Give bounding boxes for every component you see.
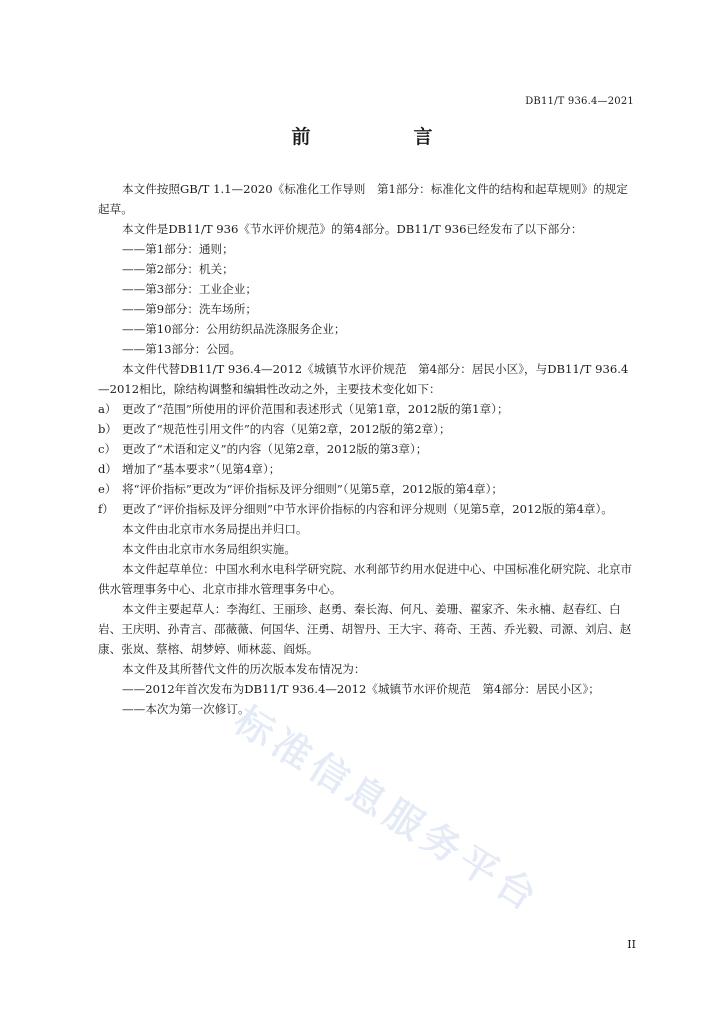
paragraph-drafting-units: 本文件起草单位：中国水利水电科学研究院、水利部节约用水促进中心、中国标准化研究院、北京市供水管理事务中心、北京市排水管理事务中心。 [98, 562, 633, 596]
list-item: ——第3部分：工业企业； [122, 282, 257, 296]
paragraph-proposer: 本文件由北京市水务局提出并归口。 [122, 522, 308, 536]
changes-list [98, 399, 638, 519]
history-list [98, 679, 638, 719]
list-item [98, 439, 638, 459]
list-item: ——第10部分：公用纺织品洗涤服务企业； [122, 322, 346, 336]
list-item-text: 更改了“评价指标及评分细则”中节水评价指标的内容和评分规则（见第5章，2012版的第4章）。 [122, 502, 613, 516]
list-marker: b） [98, 422, 118, 436]
list-item-text: 更改了“术语和定义”的内容（见第2章，2012版的第3章）； [122, 442, 428, 456]
document-body [98, 179, 638, 719]
list-item-text: 增加了“基本要求”（见第4章）； [122, 462, 281, 476]
list-item [98, 479, 638, 499]
list-item-text: 将“评价指标”更改为“评价指标及评分细则”（见第5章，2012版的第4章）； [122, 482, 503, 496]
list-item: ——第2部分：机关； [122, 262, 234, 276]
list-item-text: 更改了“规范性引用文件”的内容（见第2章，2012版的第2章）； [122, 422, 451, 436]
paragraph-implementer: 本文件由北京市水务局组织实施。 [122, 542, 296, 556]
page-title: 前 言 [291, 126, 475, 148]
list-item: ——2012年首次发布为DB11/T 936.4—2012《城镇节水评价规范 第4部分：居民小区》； [122, 682, 600, 696]
list-marker: c） [98, 442, 117, 456]
list-item [98, 419, 638, 439]
paragraph-drafters: 本文件主要起草人：李海红、王丽珍、赵勇、秦长海、何凡、姜珊、翟家齐、朱永楠、赵春红、白岩、王庆明、孙青言、邵薇薇、何国华、汪勇、胡智丹、王大宇、蒋奇、王茜、乔光毅、司源、刘启、赵康、张岚、蔡榕、胡梦婷、师林蕊、阎烁。 [98, 602, 632, 656]
document-code: DB11/T 936.4—2021 [525, 96, 634, 107]
paragraph-replacement: 本文件代替DB11/T 936.4—2012《城镇节水评价规范 第4部分：居民小区》，与DB11/T 936.4—2012相比，除结构调整和编辑性改动之外，主要技术变化如下： [98, 362, 629, 396]
list-item: ——本次为第一次修订。 [122, 702, 250, 716]
list-marker: e） [98, 482, 117, 496]
list-item [98, 399, 638, 419]
paragraph-series-note: 本文件是DB11/T 936《节水评价规范》的第4部分。DB11/T 936已经发布了以下部分： [122, 222, 583, 236]
list-item [98, 499, 638, 519]
list-item [98, 459, 638, 479]
list-item: ——第13部分：公园。 [122, 342, 242, 356]
paragraph-drafting-basis: 本文件按照GB/T 1.1—2020《标准化工作导则 第1部分：标准化文件的结构和起草规则》的规定起草。 [98, 182, 628, 216]
list-item-text: 更改了“范围”所使用的评价范围和表述形式（见第1章，2012版的第1章）； [122, 402, 509, 416]
page-number: II [627, 938, 636, 951]
list-marker: a） [98, 402, 117, 416]
list-item: ——第9部分：洗车场所； [122, 302, 257, 316]
list-marker: d） [98, 462, 118, 476]
parts-list [98, 239, 638, 359]
list-marker: f） [98, 502, 114, 516]
list-item: ——第1部分：通则； [122, 242, 234, 256]
watermark: 标准信息服务平台 [226, 697, 549, 922]
paragraph-history-intro: 本文件及其所替代文件的历次版本发布情况为： [122, 662, 366, 676]
